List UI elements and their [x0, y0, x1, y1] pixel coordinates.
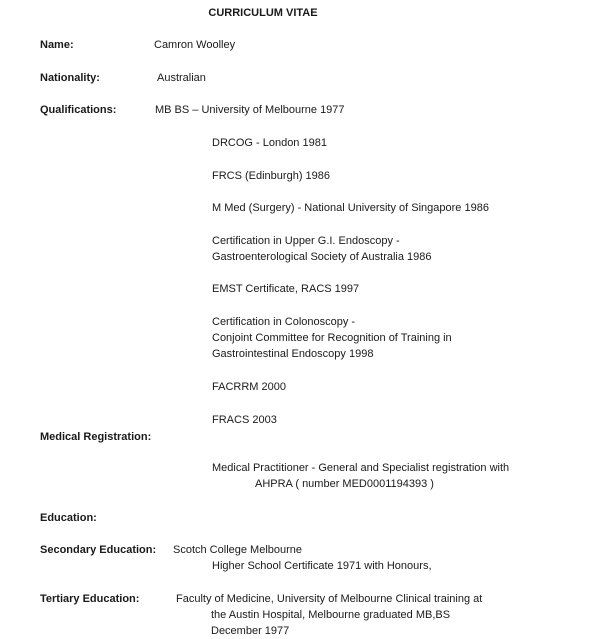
qualification-item: M Med (Surgery) - National University of Singapore 1986	[212, 202, 489, 214]
document-title: CURRICULUM VITAE	[208, 7, 318, 19]
qualification-item: Gastrointestinal Endoscopy 1998	[212, 348, 374, 360]
qualification-item: FACRRM 2000	[212, 381, 286, 393]
secondary-education-line: Higher School Certificate 1971 with Honours,	[212, 560, 432, 572]
medical-registration-line: AHPRA ( number MED0001194393 )	[255, 478, 434, 490]
qualification-item: FRACS 2003	[212, 414, 277, 426]
nationality-label: Nationality:	[40, 72, 100, 84]
tertiary-education-line: the Austin Hospital, Melbourne graduated MB,BS	[211, 609, 451, 621]
tertiary-education-line: December 1977	[211, 625, 290, 637]
name-label: Name:	[40, 39, 74, 51]
name-value: Camron Woolley	[154, 39, 236, 51]
qualification-item: FRCS (Edinburgh) 1986	[212, 170, 331, 182]
secondary-education-line: Scotch College Melbourne	[173, 544, 303, 556]
tertiary-education-label: Tertiary Education:	[40, 593, 140, 605]
qualifications-label: Qualifications:	[40, 104, 117, 116]
nationality-value: Australian	[157, 72, 206, 84]
tertiary-education-line: Faculty of Medicine, University of Melbourne Clinical training at	[176, 593, 483, 605]
qualification-item: Conjoint Committee for Recognition of Training in	[212, 332, 452, 344]
qualification-item: Gastroenterological Society of Australia 1986	[212, 251, 432, 263]
medical-registration-label: Medical Registration:	[40, 431, 152, 443]
qualification-item: MB BS – University of Melbourne 1977	[155, 104, 345, 116]
qualification-item: EMST Certificate, RACS 1997	[212, 283, 360, 295]
qualification-item: Certification in Colonoscopy -	[212, 316, 356, 328]
medical-registration-line: Medical Practitioner - General and Specialist registration with	[212, 462, 510, 474]
secondary-education-label: Secondary Education:	[40, 544, 157, 556]
qualification-item: Certification in Upper G.I. Endoscopy -	[212, 235, 400, 247]
education-label: Education:	[40, 512, 97, 524]
qualification-item: DRCOG - London 1981	[212, 137, 327, 149]
